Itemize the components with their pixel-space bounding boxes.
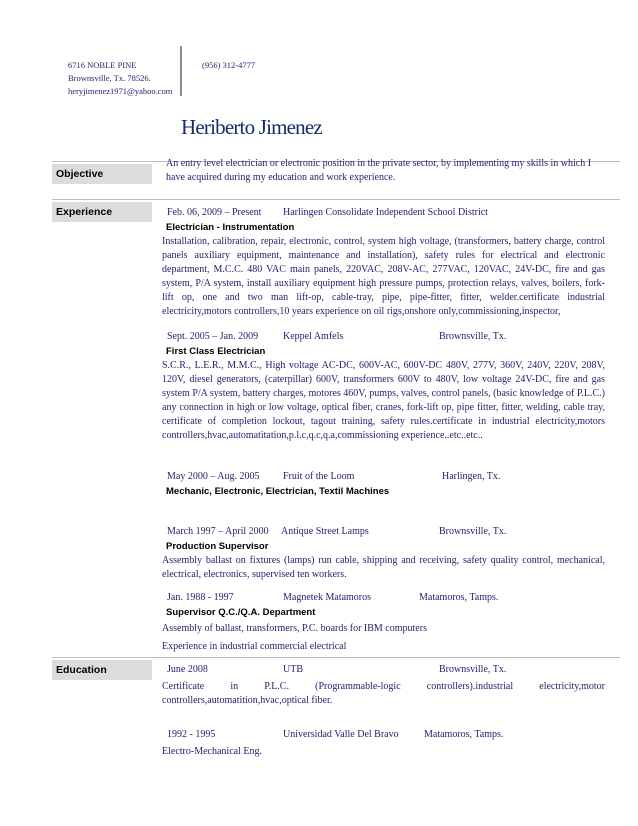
job-employer: Harlingen Consolidate Independent School District [283,207,488,218]
job-title: Production Supervisor [166,541,269,552]
job-title: Supervisor Q.C./Q.A. Department [166,607,316,618]
section-label-objective: Objective [52,164,152,184]
job-dates: Jan. 1988 - 1997 [167,592,234,603]
job-dates: March 1997 – April 2000 [167,526,269,537]
experience-entry [162,330,605,443]
education-dates: June 2008 [167,664,208,675]
education-description: Electro-Mechanical Eng. [162,746,262,757]
job-location: Matamoros, Tamps. [419,592,499,603]
job-location: Harlingen, Tx. [442,471,501,482]
job-employer: Antique Street Lamps [281,526,369,537]
education-school: UTB [283,664,303,675]
phone-number: (956) 312-4777 [202,60,256,70]
experience-entry [162,206,605,319]
job-title: Mechanic, Electronic, Electrician, Textil Machines [166,486,390,497]
job-employer: Fruit of the Loom [283,471,355,482]
header-divider [180,46,182,96]
job-title: Electrician - Instrumentation [166,222,295,233]
experience-entry [162,591,605,654]
job-dates: May 2000 – Aug. 2005 [167,471,260,482]
job-description: Installation, calibration, repair, electronic, control, system high voltage, (transformers, battery charge, control panels auxiliary equipment, maintenance and installation), safety rules for electrical and electronic department, M.C.C. 480 VAC main panels, 220VAC, 208V-AC, 277VAC, 120VAC, 24V-DC, fire and gas system, P/A system, install auxiliary equipment high pressure pumps, protection relays, valves, boilers, fork-lift op, one and two man lift-op, cable-tray, pipe, pipe-fitter, fitter, welder.certificate industrial electricity,motors controllers,10 years experience on oil rigs,onshore only,commissioning,inspector, [162,236,605,317]
education-school: Universidad Valle Del Bravo [283,729,399,740]
job-location: Brownsville, Tx. [439,526,507,537]
job-description: Assembly of ballast, transformers, P.C. boards for IBM computers [162,623,427,634]
section-divider [52,199,620,200]
resume-name: Heriberto Jimenez [181,115,322,139]
job-dates: Sept. 2005 – Jan. 2009 [167,331,259,342]
job-description: S.C.R., L.E.R., M.M.C., High voltage AC-DC, 600V-AC, 600V-DC 480V, 277V, 360V, 240V, 220V, 208V, 120V, diesel generators, (caterpillar) 600V, transformers 600V to 480V, low voltage 24V-DC, fire and gas system P/A system, battery charges, motores 460V, pumps, valves, control panels, (basic knowledge of P.L.C.) any connection in high or low voltage, optical fiber, cranes, fork-lift op, pipe fitter, fitter, welding, cable tray, certificate of completion lockout, tagout training, safety rules.certificate in industrial electricity,motors controllers,hvac,automatitation,p.l.c,q.c,q.a,commissioning experience..etc..etc.. [162,360,605,441]
education-location: Matamoros, Tamps. [424,729,504,740]
education-entry [162,728,605,759]
education-entry [162,663,605,708]
email-address: heryjimenez1971@yahoo.com [68,86,173,96]
job-employer: Magnetek Matamoros [283,592,372,603]
education-location: Brownsville, Tx. [439,664,507,675]
experience-entry [162,470,605,499]
section-divider [52,657,620,658]
job-employer: Keppel Amfels [283,331,344,342]
job-location: Brownsville, Tx. [439,331,507,342]
contact-address [68,59,172,98]
education-description: Certificate in P.L.C. (Programmable-logic controllers).industrial electricity,motor controllers,automatition,hvac,optical fiber. [162,681,605,706]
job-description: Experience in industrial commercial electrical [162,641,347,652]
job-title: First Class Electrician [166,346,266,357]
experience-entry [162,525,605,582]
section-label-education: Education [52,660,152,680]
section-label-experience: Experience [52,202,152,222]
objective-text: An entry level electrician or electronic position in the private sector, by implementing my skills in which I have acquired during my education and work experience. [166,158,592,183]
education-dates: 1992 - 1995 [167,729,216,740]
job-description: Assembly ballast on fixtures (lamps) run cable, shipping and receiving, safety quality control, mechanical, electrical, electronics, supervised ten workers. [162,555,605,580]
job-dates: Feb. 06, 2009 – Present [167,207,262,218]
address-line-city: Brownsville, Tx. 78526. [68,73,151,83]
address-line-street: 6716 NOBLE PINE [68,60,137,70]
